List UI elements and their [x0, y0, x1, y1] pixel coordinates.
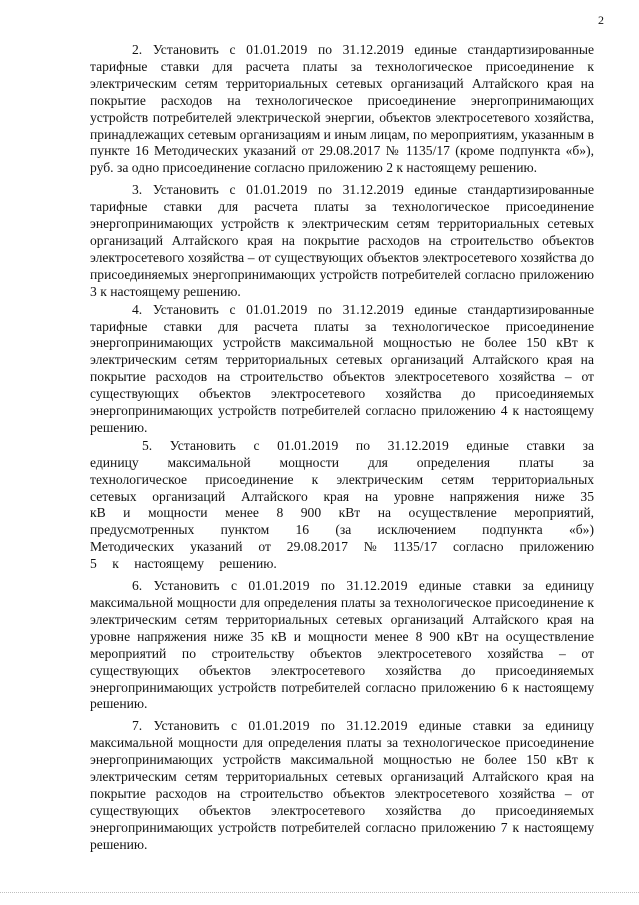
paragraph-item-7: 7. Установить с 01.01.2019 по 31.12.2019 единые ставки за единицу максимальной мощности для определения платы за технологическое присоединение энергопринимающих устройств максимальной мощностью не более 150 кВт к электрическим сетям территориальных сетевых организаций Алтайского края на покрытие расходов на строительство объектов электросетевого хозяйства – от существующих объектов электросетевого хозяйства до присоединяемых энергопринимающих устройств потребителей согласно приложению 7 к настоящему решению. [90, 718, 594, 852]
paragraph-item-6: 6. Установить с 01.01.2019 по 31.12.2019 единые ставки за единицу максимальной мощности для определения платы за технологическое присоединение к электрическим сетям территориальных сетевых организаций Алтайского края на уровне напряжения ниже 35 кВ и мощности менее 8 900 кВт на осуществление мероприятий по строительству объектов электросетевого хозяйства – от существующих объектов электросетевого хозяйства до присоединяемых энергопринимающих устройств потребителей согласно приложению 6 к настоящему решению. [90, 578, 594, 712]
document-body [90, 42, 594, 854]
paragraph-item-4: 4. Установить с 01.01.2019 по 31.12.2019 единые стандартизированные тарифные ставки для расчета платы за технологическое присоединение энергопринимающих устройств максимальной мощностью не более 150 кВт к электрическим сетям территориальных сетевых организаций Алтайского края на покрытие расходов на строительство объектов электросетевого хозяйства – от существующих объектов электросетевого хозяйства до присоединяемых энергопринимающих устройств потребителей согласно приложению 4 к настоящему решению. [90, 301, 594, 435]
paragraph-item-2: 2. Установить с 01.01.2019 по 31.12.2019 единые стандартизированные тарифные ставки для расчета платы за технологическое присоединение к электрическим сетям территориальных сетевых организаций Алтайского края на покрытие расходов на технологическое присоединение энергопринимающих устройств потребителей электрической энергии, объектов электросетевого хозяйства, принадлежащих сетевым организациям и иным лицам, по мероприятиям, указанным в пункте 16 Методических указаний от 29.08.2017 № 1135/17 (кроме подпункта «б»), руб. за одно присоединение согласно приложению 2 к настоящему решению. [90, 42, 594, 176]
page-number: 2 [598, 13, 604, 27]
paragraph-item-3: 3. Установить с 01.01.2019 по 31.12.2019 единые стандартизированные тарифные ставки для расчета платы за технологическое присоединение энергопринимающих устройств к электрическим сетям территориальных сетевых организаций Алтайского края на покрытие расходов на строительство объектов электросетевого хозяйства – от существующих объектов электросетевого хозяйства до присоединяемых энергопринимающих устройств потребителей согласно приложению 3 к настоящему решению. [90, 182, 594, 299]
page-bottom-divider [0, 892, 639, 893]
paragraph-item-5: 5. Установить с 01.01.2019 по 31.12.2019 единые ставки за единицу максимальной мощности для определения платы за технологическое присоединение к электрическим сетям территориальных сетевых организаций Алтайского края на уровне напряжения ниже 35 кВ и мощности менее 8 900 кВт на осуществление мероприятий, предусмотренных пунктом 16 (за исключением подпункта «б») Методических указаний от 29.08.2017 № 1135/17 согласно приложению 5 к настоящему решению. [90, 437, 594, 572]
